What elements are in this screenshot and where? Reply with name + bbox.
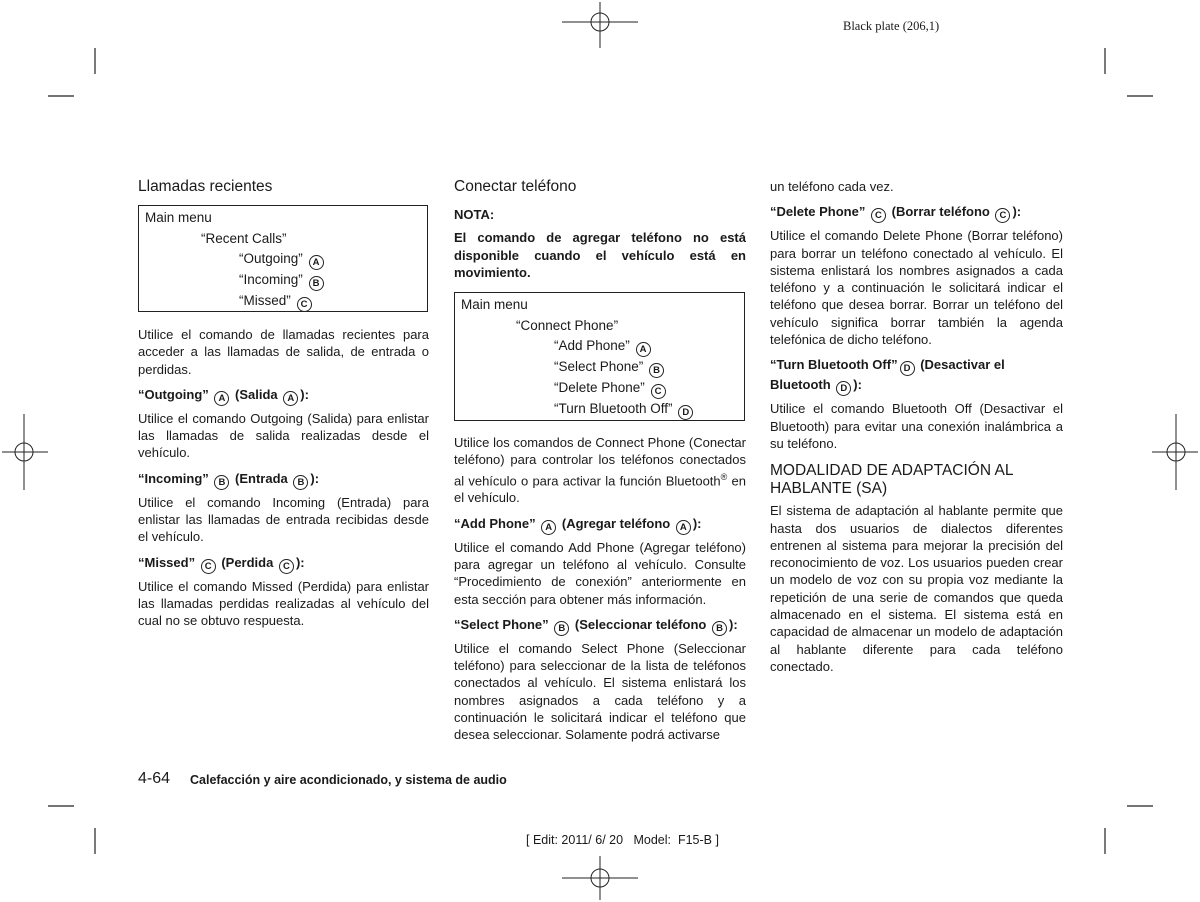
circle-marker-c: C: [297, 297, 312, 312]
menu-line: “Missed” C: [145, 291, 421, 312]
registration-mark-right: [1152, 414, 1198, 490]
page-number: 4-64: [138, 770, 171, 787]
paragraph-delete-phone: Utilice el comando Delete Phone (Borrar teléfono) para borrar un teléfono conectado al vehículo. El sistema enlistará los nombres asignados a cada teléfono y a continuación le solicitará indicar el teléfono que desea borrar. Borrar un teléfono del vehículo significa borrar también la agenda telefónica de dicho teléfono.: [770, 228, 1063, 348]
circle-marker-b: B: [309, 276, 324, 291]
menu-box-recent-calls: [138, 205, 428, 312]
menu-line: “Connect Phone”: [516, 317, 619, 333]
section-title-speaker-adaptation: MODALIDAD DE ADAPTACIÓN AL HABLANTE (SA): [770, 462, 1013, 498]
circle-marker-a: A: [636, 342, 651, 357]
heading-incoming: “Incoming” B (Entrada B ):: [138, 470, 320, 488]
menu-line: Main menu: [461, 297, 528, 313]
menu-line: Main menu: [145, 210, 212, 225]
chapter-title: Calefacción y aire acondicionado, y sistema de audio: [190, 773, 507, 787]
circle-marker-c: C: [651, 384, 666, 399]
plate-label: Black plate (206,1): [843, 19, 940, 33]
menu-line: “Recent Calls”: [201, 230, 287, 246]
circle-marker-b: B: [649, 363, 664, 378]
circle-marker-c: C: [279, 559, 294, 574]
paragraph-speaker-adaptation: El sistema de adaptación al hablante permite que hasta dos usuarios de dialectos diferentes entrenen al sistema para mejorar la precisión del reconocimiento de voz. Los usuarios pueden crear un modelo de voz con su propia voz mediante la repetición de una serie de comandos que queda almacenado en el sistema. El sistema está en capacidad de almacenar un modelo de adaptación al hablante diferente para cada teléfono conectado.: [770, 503, 1063, 674]
edit-info: [ Edit: 2011/ 6/ 20 Model: F15-B ]: [526, 833, 719, 847]
circle-marker-b: B: [712, 621, 727, 636]
menu-line: “Incoming” B: [145, 270, 421, 291]
menu-line: “Outgoing” A: [145, 249, 421, 270]
column-2: [454, 178, 746, 744]
paragraph-intro: Utilice los comandos de Connect Phone (Conectar teléfono) para controlar los teléfonos conectados al vehículo o para activar la función Bluetooth® en el vehículo.: [454, 435, 746, 506]
menu-line: “Turn Bluetooth Off” D: [461, 399, 738, 420]
menu-line: “Delete Phone” C: [461, 378, 738, 399]
heading-turn-bluetooth-off: “Turn Bluetooth Off” D (Desactivar el Bluetooth D ):: [770, 357, 1005, 395]
note-text: El comando de agregar teléfono no está disponible cuando el vehículo está en movimiento.: [454, 230, 746, 280]
circle-marker-c: C: [201, 559, 216, 574]
circle-marker-c: C: [871, 208, 886, 223]
paragraph-intro: Utilice el comando de llamadas recientes para acceder a las llamadas de salida, de entrada o perdidas.: [138, 327, 429, 377]
note-label: NOTA:: [454, 207, 495, 222]
paragraph-outgoing: Utilice el comando Outgoing (Salida) para enlistar las llamadas de salida realizadas desde el vehículo.: [138, 410, 429, 461]
menu-line: “Add Phone” A: [461, 336, 738, 357]
circle-marker-d: D: [900, 361, 915, 376]
section-title-recent-calls: Llamadas recientes: [138, 178, 273, 195]
registration-mark-left: [2, 414, 48, 490]
heading-missed: “Missed” C (Perdida C ):: [138, 554, 305, 572]
circle-marker-a: A: [309, 255, 324, 270]
menu-box-connect-phone: [454, 292, 745, 421]
section-title-connect-phone: Conectar teléfono: [454, 178, 577, 195]
circle-marker-a: A: [283, 391, 298, 406]
paragraph-add-phone: Utilice el comando Add Phone (Agregar teléfono) para agregar un teléfono al vehículo. Consulte “Procedimiento de conexión” anteriormente en esta sección para obtener más información.: [454, 539, 746, 607]
paragraph-continuation: un teléfono cada vez.: [770, 179, 894, 194]
paragraph-missed: Utilice el comando Missed (Perdida) para enlistar las llamadas perdidas realizadas al vehículo del cual no se obtuvo respuesta.: [138, 578, 429, 629]
heading-select-phone: “Select Phone” B (Seleccionar teléfono B ):: [454, 616, 738, 634]
column-1: [138, 178, 429, 630]
column-3: [770, 178, 1063, 675]
circle-marker-b: B: [214, 475, 229, 490]
paragraph-turn-bluetooth-off: Utilice el comando Bluetooth Off (Desactivar el Bluetooth) para evitar una conexión inalámbrica a su teléfono.: [770, 401, 1063, 451]
menu-line: “Select Phone” B: [461, 357, 738, 378]
registration-mark-bottom: [562, 856, 638, 900]
circle-marker-d: D: [836, 381, 851, 396]
paragraph-select-phone: Utilice el comando Select Phone (Seleccionar teléfono) para seleccionar de la lista de teléfonos conectados al vehículo. El sistema enlistará los nombres asignados a cada teléfono y a continuación le solicitará indicar el teléfono que desea seleccionar. Solamente podrá activarse: [454, 640, 746, 743]
circle-marker-a: A: [214, 391, 229, 406]
heading-outgoing: “Outgoing” A (Salida A ):: [138, 386, 309, 404]
circle-marker-d: D: [678, 405, 693, 420]
circle-marker-a: A: [676, 520, 691, 535]
heading-add-phone: “Add Phone” A (Agregar teléfono A ):: [454, 515, 702, 533]
circle-marker-a: A: [541, 520, 556, 535]
paragraph-incoming: Utilice el comando Incoming (Entrada) para enlistar las llamadas de entrada recibidas desde el vehículo.: [138, 494, 429, 545]
registration-mark-top: [562, 2, 638, 48]
heading-delete-phone: “Delete Phone” C (Borrar teléfono C ):: [770, 204, 1022, 222]
circle-marker-b: B: [554, 621, 569, 636]
circle-marker-c: C: [995, 208, 1010, 223]
circle-marker-b: B: [293, 475, 308, 490]
